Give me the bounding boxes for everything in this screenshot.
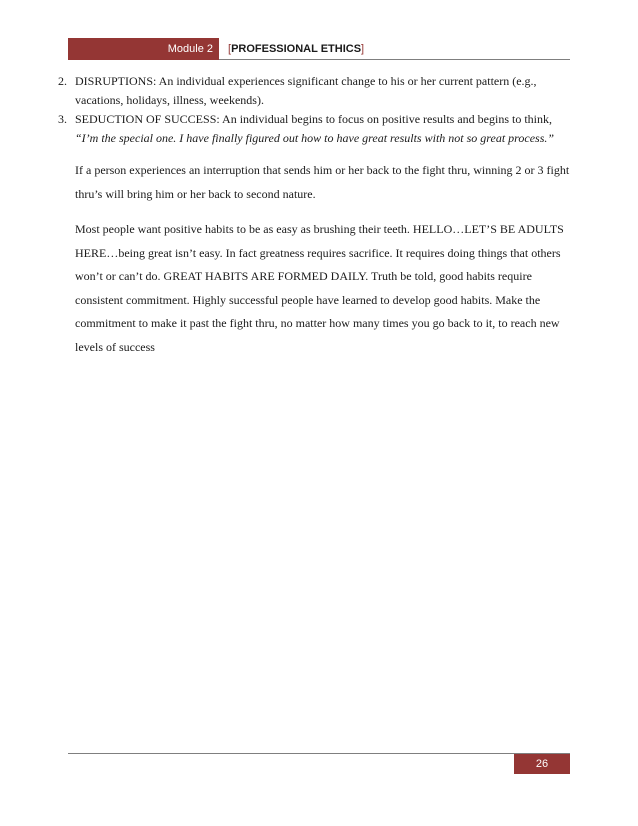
list-item-text: DISRUPTIONS: An individual experiences significant change to his or her current pattern (e.g., vacations, holidays, illness, weekends). — [75, 74, 537, 107]
list-number: 3. — [58, 112, 67, 126]
page-content — [58, 72, 572, 371]
header-bracket-open: [ — [228, 43, 232, 55]
header-module-label: Module 2 — [68, 38, 219, 60]
list-item-disruptions — [58, 72, 572, 110]
list-item-quote: “I’m the special one. I have finally figured out how to have great results with not so great process.” — [75, 131, 555, 145]
paragraph-interruption: If a person experiences an interruption that sends him or her back to the fight thru, winning 2 or 3 fight thru’s will bring him or her back to second nature. — [75, 163, 570, 201]
paragraph-positive-habits: Most people want positive habits to be as easy as brushing their teeth. HELLO…LET’S BE ADULTS HERE…being great isn’t easy. In fact greatness requires sacrifice. It requires doing things that others won’t or can’t do. GREAT HABITS ARE FORMED DAILY. Truth be told, good habits require consistent commitment. Highly successful people have learned to develop good habits. Make the commitment to make it past the fight thru, no matter how many times you go back to it, to reach new levels of success — [75, 222, 564, 354]
header-bracket-close: ] — [361, 43, 365, 55]
list-item-text: SEDUCTION OF SUCCESS: An individual begins to focus on positive results and begins to think, — [75, 112, 553, 126]
footer-rule — [68, 753, 570, 754]
list-item-seduction-of-success — [58, 110, 572, 148]
header-title — [228, 38, 364, 60]
list-number: 2. — [58, 74, 67, 88]
page-header — [68, 38, 570, 60]
header-title-text: PROFESSIONAL ETHICS — [231, 43, 362, 55]
page-number: 26 — [514, 754, 570, 774]
header-rule — [219, 59, 570, 60]
